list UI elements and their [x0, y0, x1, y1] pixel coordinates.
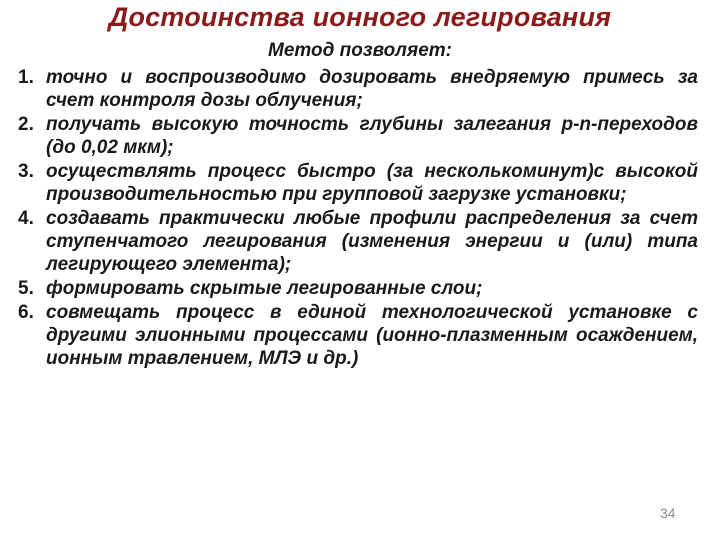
list-item-number: 3. [18, 161, 34, 182]
list-item [18, 207, 698, 276]
page-number: 34 [660, 505, 676, 521]
list-item [18, 66, 698, 112]
list-item-text: создавать практически любые профили распределения за счет ступенчатого легирования (изменения энергии и (или) типа легирующего элемента); [46, 208, 698, 275]
list-item-text: осуществлять процесс быстро (за несколькоминут)с высокой производительностью при групповой загрузке установки; [46, 161, 698, 205]
list-item-text: получать высокую точность глубины залегания p-n-переходов (до 0,02 мкм); [46, 114, 698, 158]
list-item [18, 113, 698, 159]
list-item [18, 301, 698, 370]
list-item-number: 4. [18, 208, 34, 229]
list-item-text: формировать скрытые легированные слои; [46, 278, 483, 299]
advantages-list [18, 66, 698, 371]
list-item-number: 2. [18, 114, 34, 135]
list-item-text: точно и воспроизводимо дозировать внедряемую примесь за счет контроля дозы облучения; [46, 67, 698, 111]
list-item-number: 5. [18, 278, 34, 299]
list-item-number: 6. [18, 302, 34, 323]
list-item-number: 1. [18, 67, 34, 88]
list-item-text: совмещать процесс в единой технологической установке с другими элионными процессами (ионно-плазменным осаждением, ионным травлением, МЛЭ и др.) [46, 302, 698, 369]
slide-subtitle: Метод позволяет: [268, 40, 452, 61]
slide-title: Достоинства ионного легирования [108, 2, 612, 32]
list-item [18, 277, 698, 300]
list-item [18, 160, 698, 206]
